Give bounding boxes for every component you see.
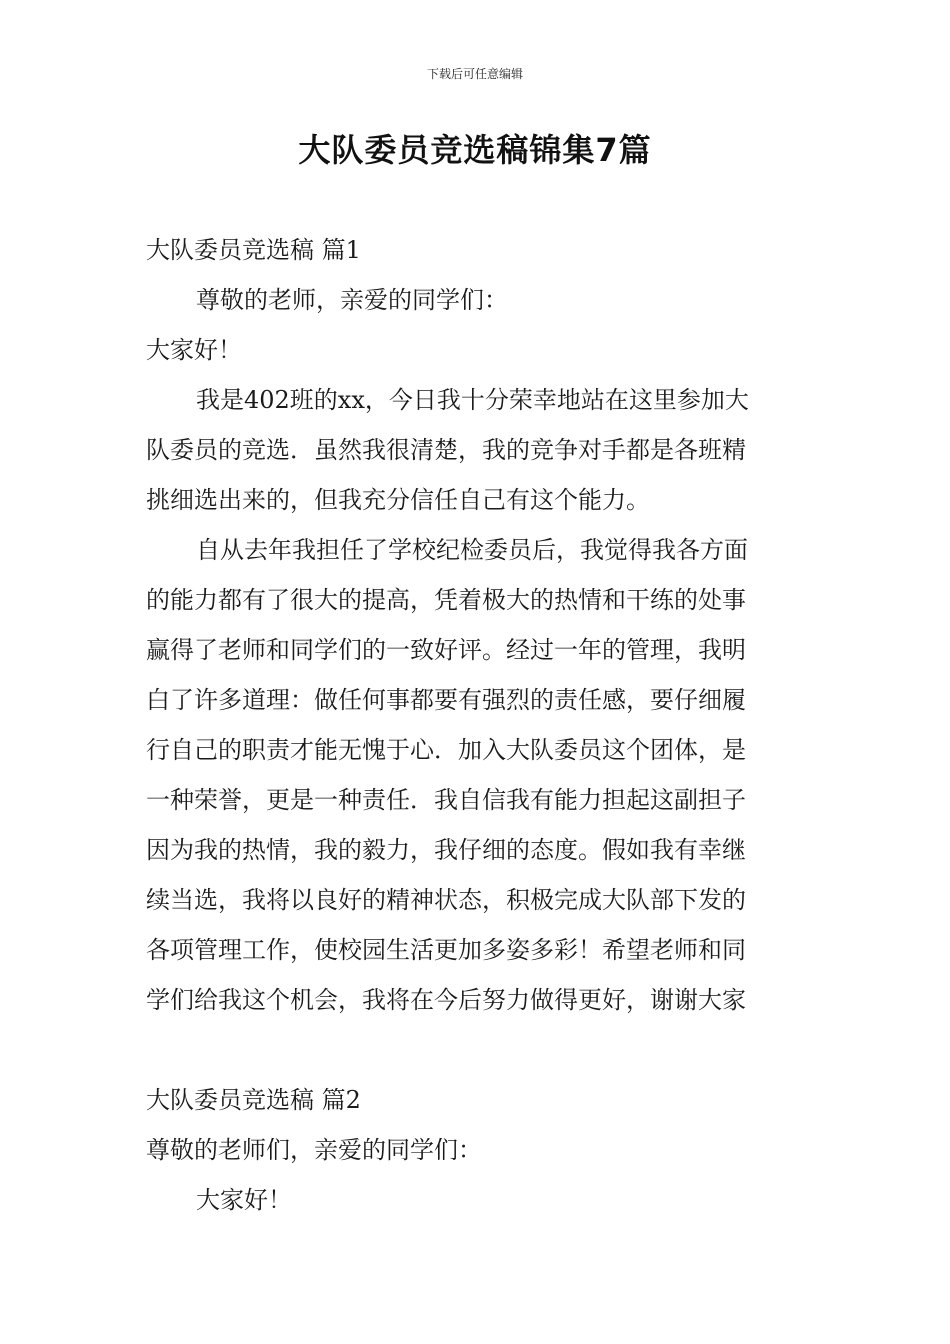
- paragraph-line: 续当选，我将以良好的精神状态，积极完成大队部下发的: [146, 886, 746, 914]
- paragraph-line: 行自己的职责才能无愧于心．加入大队委员这个团体，是: [146, 736, 746, 764]
- section-heading: 大队委员竞选稿 篇2: [146, 1086, 361, 1114]
- paragraph-line: 挑细选出来的，但我充分信任自己有这个能力。: [146, 486, 650, 514]
- paragraph-line: 白了许多道理：做任何事都要有强烈的责任感，要仔细履: [146, 686, 746, 714]
- header-note: 下载后可任意编辑: [426, 67, 523, 81]
- paragraph-line: 学们给我这个机会，我将在今后努力做得更好，谢谢大家: [146, 986, 746, 1014]
- paragraph-line: 各项管理工作，使校园生活更加多姿多彩！希望老师和同: [146, 936, 746, 964]
- paragraph-line: 因为我的热情，我的毅力，我仔细的态度。假如我有幸继: [146, 836, 746, 864]
- greeting: 大家好！: [196, 1186, 292, 1214]
- section-spacer: [146, 1025, 806, 1075]
- document-body: [146, 225, 806, 1225]
- salutation: 尊敬的老师们，亲爱的同学们：: [146, 1136, 482, 1164]
- paragraph-line: 队委员的竞选．虽然我很清楚，我的竞争对手都是各班精: [146, 436, 746, 464]
- paragraph-line: 赢得了老师和同学们的一致好评。经过一年的管理，我明: [146, 636, 746, 664]
- paragraph-line: 自从去年我担任了学校纪检委员后，我觉得我各方面: [196, 536, 748, 564]
- paragraph-line: 的能力都有了很大的提高，凭着极大的热情和干练的处事: [146, 586, 746, 614]
- paragraph-line: 我是402班的xx，今日我十分荣幸地站在这里参加大: [196, 386, 749, 414]
- greeting: 大家好！: [146, 336, 242, 364]
- section-heading: 大队委员竞选稿 篇1: [146, 236, 361, 264]
- salutation: 尊敬的老师，亲爱的同学们：: [196, 286, 508, 314]
- paragraph-line: 一种荣誉，更是一种责任．我自信我有能力担起这副担子: [146, 786, 746, 814]
- document-title: 大队委员竞选稿锦集7篇: [298, 131, 652, 169]
